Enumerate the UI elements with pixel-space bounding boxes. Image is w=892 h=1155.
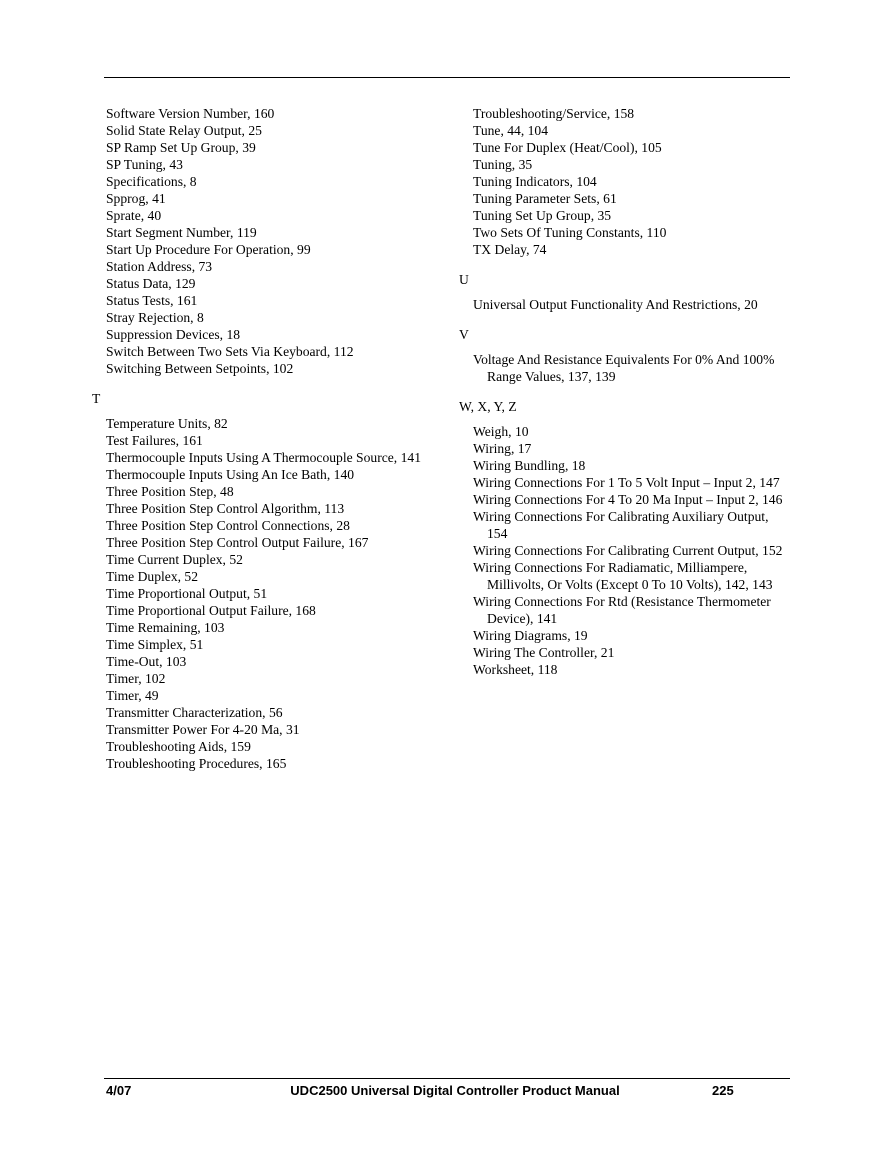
- index-entry: Timer, 102: [106, 671, 166, 686]
- index-entry: Voltage And Resistance Equivalents For 0% And 100% Range Values, 137, 139: [473, 352, 775, 384]
- index-entry: Weigh, 10: [473, 424, 529, 439]
- index-entry: Time Duplex, 52: [106, 569, 199, 584]
- index-entry: Tuning Indicators, 104: [473, 174, 597, 189]
- index-section-letter: U: [459, 272, 469, 287]
- index-entry: Tuning Parameter Sets, 61: [473, 191, 617, 206]
- index-entry: Wiring, 17: [473, 441, 532, 456]
- index-entry: Switching Between Setpoints, 102: [106, 361, 294, 376]
- index-entry: Worksheet, 118: [473, 662, 558, 677]
- index-entry: Troubleshooting Procedures, 165: [106, 756, 287, 771]
- footer-date: 4/07: [106, 1083, 132, 1098]
- index-entry: Transmitter Characterization, 56: [106, 705, 283, 720]
- index-entry: Wiring Connections For 4 To 20 Ma Input – Input 2, 146: [473, 492, 783, 507]
- index-entry: Transmitter Power For 4-20 Ma, 31: [106, 722, 300, 737]
- index-entry: Software Version Number, 160: [106, 106, 275, 121]
- index-column-right: [459, 105, 791, 678]
- index-entry: Wiring Connections For Radiamatic, Milliampere, Millivolts, Or Volts (Except 0 To 10 Volts), 142, 143: [473, 560, 773, 592]
- index-entry: Sprate, 40: [106, 208, 162, 223]
- index-entry: Wiring Connections For Rtd (Resistance Thermometer Device), 141: [473, 594, 771, 626]
- index-entry: Switch Between Two Sets Via Keyboard, 112: [106, 344, 354, 359]
- index-entry: Test Failures, 161: [106, 433, 203, 448]
- index-entry: Stray Rejection, 8: [106, 310, 204, 325]
- index-entry: TX Delay, 74: [473, 242, 547, 257]
- index-entry: Two Sets Of Tuning Constants, 110: [473, 225, 667, 240]
- index-section-letter: W, X, Y, Z: [459, 399, 517, 414]
- index-entry: Status Data, 129: [106, 276, 196, 291]
- index-entry: Wiring Bundling, 18: [473, 458, 586, 473]
- footer-title: UDC2500 Universal Digital Controller Product Manual: [290, 1083, 620, 1098]
- index-entry: Time Simplex, 51: [106, 637, 204, 652]
- index-entry: Station Address, 73: [106, 259, 213, 274]
- index-entry: Tune, 44, 104: [473, 123, 549, 138]
- index-entry: Time Remaining, 103: [106, 620, 225, 635]
- index-entry: Wiring The Controller, 21: [473, 645, 615, 660]
- index-entry: Wiring Connections For Calibrating Current Output, 152: [473, 543, 783, 558]
- index-entry: Three Position Step Control Output Failure, 167: [106, 535, 369, 550]
- header-rule: [104, 77, 790, 78]
- index-entry: Time Current Duplex, 52: [106, 552, 243, 567]
- index-entry: Troubleshooting Aids, 159: [106, 739, 251, 754]
- index-entry: Tune For Duplex (Heat/Cool), 105: [473, 140, 662, 155]
- index-entry: Troubleshooting/Service, 158: [473, 106, 635, 121]
- index-column-left: [92, 105, 442, 772]
- index-entry: Time Proportional Output, 51: [106, 586, 268, 601]
- index-entry: Status Tests, 161: [106, 293, 198, 308]
- index-entry: Spprog, 41: [106, 191, 166, 206]
- index-section-letter: T: [92, 391, 101, 406]
- index-entry: Thermocouple Inputs Using An Ice Bath, 140: [106, 467, 355, 482]
- page-number: 225: [712, 1083, 734, 1098]
- footer-rule: [104, 1078, 790, 1079]
- index-entry: Suppression Devices, 18: [106, 327, 241, 342]
- index-entry: SP Tuning, 43: [106, 157, 183, 172]
- index-entry: Wiring Connections For 1 To 5 Volt Input – Input 2, 147: [473, 475, 780, 490]
- index-entry: Time Proportional Output Failure, 168: [106, 603, 316, 618]
- index-entry: Start Segment Number, 119: [106, 225, 257, 240]
- index-entry: Thermocouple Inputs Using A Thermocouple Source, 141: [106, 450, 421, 465]
- index-entry: Start Up Procedure For Operation, 99: [106, 242, 311, 257]
- index-section-letter: V: [459, 327, 469, 342]
- index-entry: Tuning Set Up Group, 35: [473, 208, 612, 223]
- index-entry: Three Position Step Control Algorithm, 113: [106, 501, 345, 516]
- index-entry: Time-Out, 103: [106, 654, 187, 669]
- index-entry: Wiring Connections For Calibrating Auxiliary Output, 154: [473, 509, 769, 541]
- index-entry: SP Ramp Set Up Group, 39: [106, 140, 256, 155]
- index-entry: Universal Output Functionality And Restrictions, 20: [473, 297, 758, 312]
- index-entry: Solid State Relay Output, 25: [106, 123, 262, 138]
- index-entry: Three Position Step Control Connections, 28: [106, 518, 350, 533]
- index-entry: Temperature Units, 82: [106, 416, 228, 431]
- index-entry: Three Position Step, 48: [106, 484, 234, 499]
- index-entry: Timer, 49: [106, 688, 159, 703]
- index-entry: Wiring Diagrams, 19: [473, 628, 588, 643]
- index-entry: Tuning, 35: [473, 157, 533, 172]
- index-entry: Specifications, 8: [106, 174, 197, 189]
